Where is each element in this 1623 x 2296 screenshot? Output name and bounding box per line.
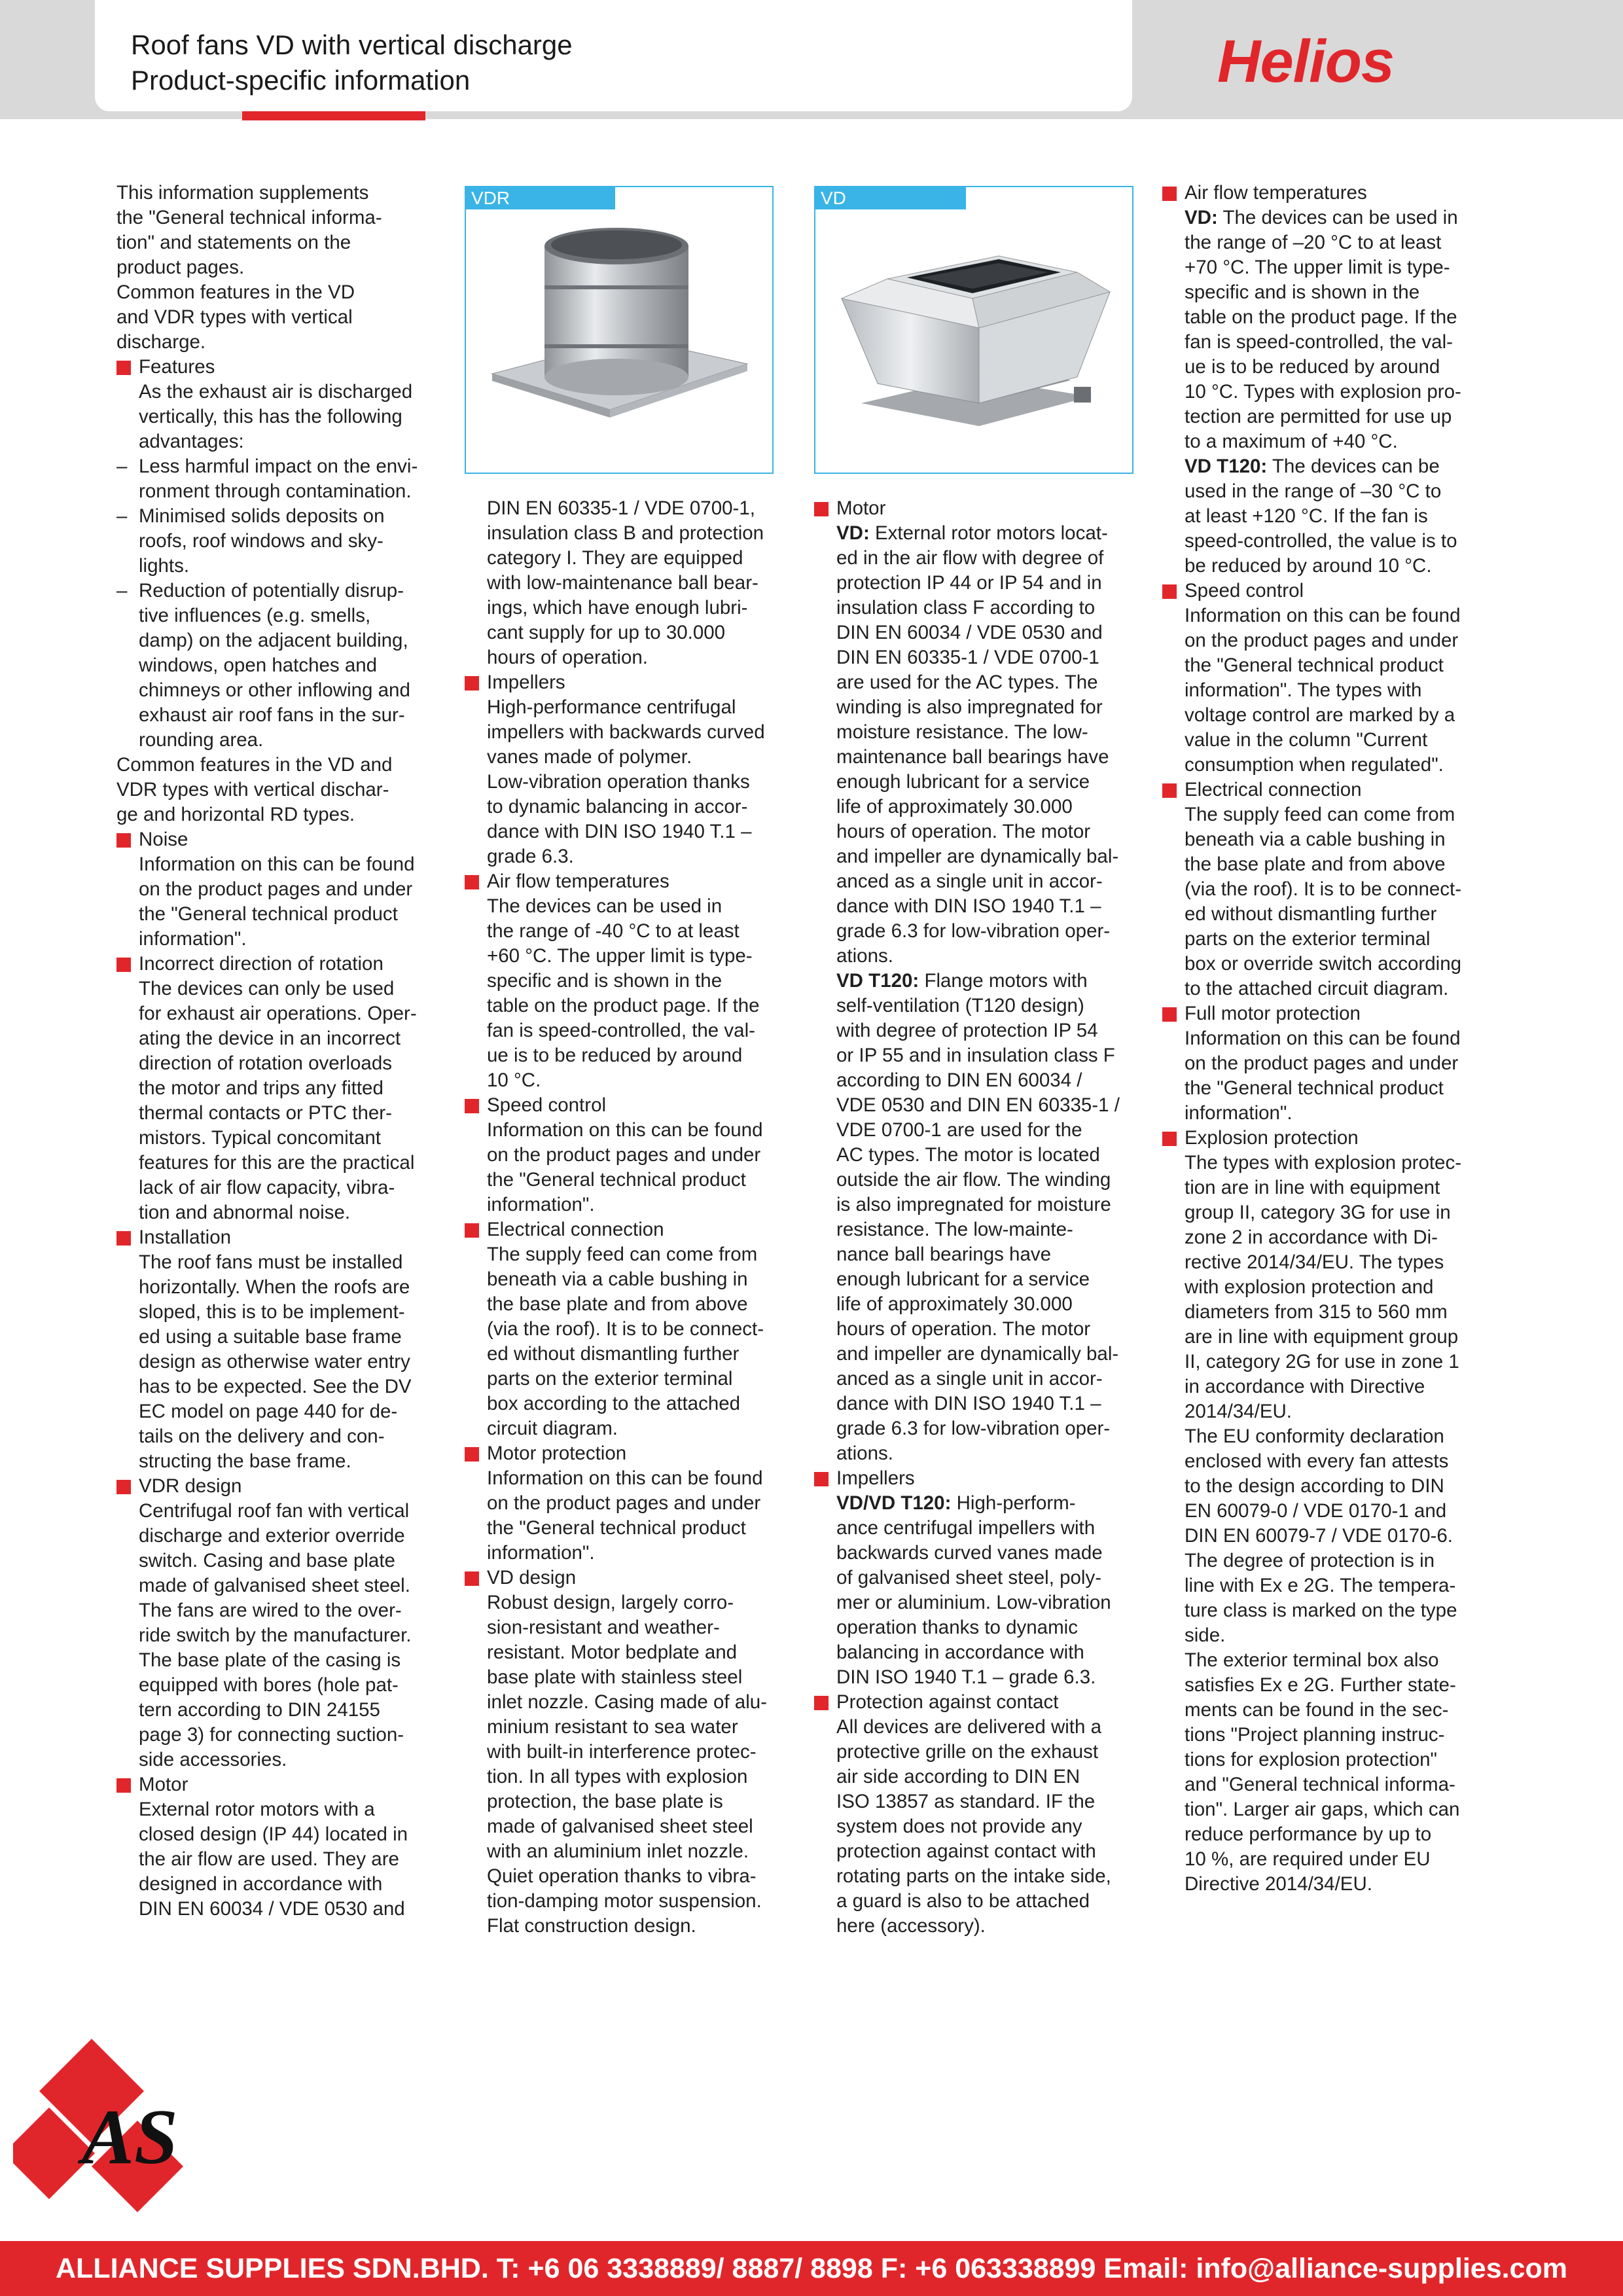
common-features-intro: Common features in the VD and VDR types with vertical discharge. xyxy=(116,281,355,353)
vd-image-tag: VD xyxy=(815,187,966,209)
list-item: – Minimised solids deposits on roofs, roof windows and sky- lights. xyxy=(116,505,385,577)
section-body-rotation: The devices can only be used for exhaust air operations. Oper- ating the device in an incorrect direction of rotation overloads the motor and trips any fitted thermal contacts or PTC ther- mistors. Typical concomitant features for this are the practical lack of air flow capacity, vibra- tion and abnormal noise. xyxy=(139,978,417,1223)
section-heading-speed-control: Speed control xyxy=(465,1093,792,1118)
section-body-vd-design: Robust design, largely corro- sion-resistant and weather- resistant. Motor bedplate and base plate with stainless steel inlet nozzle. Casing made of alu- minium resistant to sea water with built-in interference protec- tion. In all types with explosion protection, the base plate is made of galvanised sheet steel with an aluminium inlet nozzle. Quiet operation thanks to vibra- tion-damping motor suspension. Flat construction design. xyxy=(487,1592,767,1937)
section-body-full-motor-protection: Information on this can be found on the product pages and under the "General technical product information". xyxy=(1185,1028,1461,1124)
column-3 xyxy=(814,496,1141,1939)
section-heading-impellers-vd: Impellers xyxy=(814,1466,1141,1491)
section-body-air-flow-t120: VD T120: The devices can be used in the range of –30 °C to at least +120 °C. If the fan is speed-controlled, the value is to be reduced by around 10 °C. xyxy=(1185,456,1457,577)
section-body-motor-t120: VD T120: Flange motors with self-ventilation (T120 design) with degree of protection IP 54 or IP 55 and in insulation class F according to DIN EN 60034 / VDE 0530 and DIN EN 60335-1 / VDE 0700-1 are used for the AC types. The motor is located outside the air flow. The winding is also impregnated for moisture resistance. The low-mainte- nance ball bearings have enough lubricant for a service life of approximately 30.000 hours of operation. The motor and impeller are dynamically bal- anced as a single unit in accor- dance with DIN ISO 1940 T.1 – grade 6.3 for low-vibration oper- ations. xyxy=(836,970,1120,1464)
section-body-noise: Information on this can be found on the product pages and under the "General technical product information". xyxy=(139,853,415,950)
section-heading-electrical: Electrical connection xyxy=(465,1217,792,1242)
section-body-electrical-vd: The supply feed can come from beneath via a cable bushing in the base plate and from above (via the roof). It is to be connect- ed without dismantling further parts on the exterior terminal box or override switch according to the attached circuit diagram. xyxy=(1185,804,1462,999)
section-heading-contact-protection: Protection against contact xyxy=(814,1690,1141,1715)
vdr-product-image xyxy=(465,186,774,474)
vdr-image-tag: VDR xyxy=(466,187,615,209)
section-heading-installation: Installation xyxy=(116,1225,444,1250)
section-body-motor-protection: Information on this can be found on the product pages and under the "General technical product information". xyxy=(487,1467,763,1564)
section-body-contact-protection: All devices are delivered with a protective grille on the exhaust air side according to DIN EN ISO 13857 as standard. IF the system does not provide any protection against contact with rotating parts on the intake side, a guard is also to be attached here (accessory). xyxy=(836,1716,1111,1937)
section-body-explosion-protection: The types with explosion protec- tion are in line with equipment group II, category 3G for use in zone 2 in accordance with Di- rective 2014/34/EU. The types with explosion protection and diameters from 315 to 560 mm are in line with equipment group II, category 2G for use in zone 1 in accordance with Directive 2014/34/EU. The EU conformity declaration enclosed with every fan attests to the design according to DIN EN 60079-0 / VDE 0170-1 and DIN EN 60079-7 / VDE 0170-6. The degree of protection is in line with Ex e 2G. The tempera- ture class is marked on the type side. The exterior terminal box also satisfies Ex e 2G. Further state- ments can be found in the sec- tions "Project planning instruc- tions for explosion protection" and "General technical informa- tion". Larger air gaps, which can reduce performance by up to 10 %, are required under EU Directive 2014/34/EU. xyxy=(1185,1152,1462,1895)
logo-letters: AS xyxy=(82,2093,178,2180)
section-body-speed-control: Information on this can be found on the product pages and under the "General technical product information". xyxy=(487,1119,763,1215)
vd-product-image xyxy=(814,186,1133,474)
common-features-intro-2: Common features in the VD and VDR types with vertical dischar- ge and horizontal RD types. xyxy=(116,754,393,825)
section-heading-rotation: Incorrect direction of rotation xyxy=(116,952,444,977)
section-heading-motor-vd: Motor xyxy=(814,496,1141,521)
header-accent-bar xyxy=(242,111,425,120)
vdr-fan-illustration xyxy=(466,187,772,473)
section-body-speed-control-vd: Information on this can be found on the product pages and under the "General technical product information". The types with voltage control are marked by a value in the column "Current consumption when regulated". xyxy=(1185,605,1461,776)
section-heading-motor-protection: Motor protection xyxy=(465,1441,792,1466)
vd-fan-illustration xyxy=(815,187,1132,473)
title-line-1: Roof fans VD with vertical discharge xyxy=(131,29,573,60)
section-body-air-flow-vd: VD: The devices can be used in the range of –20 °C to at least +70 °C. The upper limit is type- specific and is shown in the table on the product page. If the fan is speed-controlled, the val- ue is to be reduced by around 10 °C. Types with explosion pro- tection are permitted for use up to a maximum of +40 °C. xyxy=(1185,207,1461,452)
section-heading-vdr-design: VDR design xyxy=(116,1474,444,1499)
section-body-motor: External rotor motors with a closed design (IP 44) located in the air flow are used. They are designed in accordance with DIN EN 60034 / VDE 0530 and xyxy=(139,1799,408,1920)
section-body-electrical: The supply feed can come from beneath via a cable bushing in the base plate and from above (via the roof). It is to be connect- ed without dismantling further parts on the exterior terminal box according to the attached circuit diagram. xyxy=(487,1244,764,1439)
section-heading-full-motor-protection: Full motor protection xyxy=(1162,1001,1489,1026)
column-4 xyxy=(1162,181,1489,1897)
list-item: – Reduction of potentially disrup- tive influences (e.g. smells, damp) on the adjacent building, windows, open hatches and chimneys or other inflowing and exhaust air roof fans in the sur- rounding area. xyxy=(116,580,410,751)
motor-continued: DIN EN 60335-1 / VDE 0700-1, insulation class B and protection category I. They are equipped with low-maintenance ball bear- ings, which have enough lubri- cant supply for up to 30.000 hours of operation. xyxy=(487,497,764,668)
section-body-installation: The roof fans must be installed horizontally. When the roofs are sloped, this is to be implement- ed using a suitable base frame design as otherwise water entry has to be expected. See the DV EC model on page 440 for de- tails on the delivery and con- structing the base frame. xyxy=(139,1251,412,1472)
intro-paragraph: This information supplements the "General technical informa- tion" and statements on the product pages. xyxy=(116,182,382,278)
section-heading-electrical-vd: Electrical connection xyxy=(1162,778,1489,802)
brand-logo: Helios xyxy=(1217,28,1395,95)
footer-contact-bar: ALLIANCE SUPPLIES SDN.BHD. T: +6 06 3338889/ 8887/ 8898 F: +6 063338899 Email: info@alliance-supplies.com xyxy=(0,2241,1623,2296)
column-1 xyxy=(116,181,444,1922)
section-heading-motor: Motor xyxy=(116,1772,444,1797)
section-heading-explosion-protection: Explosion protection xyxy=(1162,1126,1489,1151)
title-line-2: Product-specific information xyxy=(131,65,471,96)
section-heading-air-flow: Air flow temperatures xyxy=(465,869,792,894)
page-title xyxy=(131,27,573,98)
section-body-features: As the exhaust air is discharged vertically, this has the following advantages: xyxy=(139,381,413,452)
section-body-motor-vd: VD: External rotor motors locat- ed in the air flow with degree of protection IP 44 or IP 54 and in insulation class F according to DIN EN 60034 / VDE 0530 and DIN EN 60335-1 / VDE 0700-1 are used for the AC types. The winding is also impregnated for moisture resistance. The low- maintenance ball bearings have enough lubricant for a service life of approximately 30.000 hours of operation. The motor and impeller are dynamically bal- anced as a single unit in accor- dance with DIN ISO 1940 T.1 – grade 6.3 for low-vibration oper- ations. xyxy=(836,522,1119,967)
section-heading-air-flow-vd: Air flow temperatures xyxy=(1162,181,1489,206)
section-heading-features: Features xyxy=(116,355,444,380)
section-heading-vd-design: VD design xyxy=(465,1566,792,1590)
section-body-impellers: High-performance centrifugal impellers with backwards curved vanes made of polymer. Low-vibration operation thanks to dynamic balancing in accor- dance with DIN ISO 1940 T.1 – grade 6.3. xyxy=(487,696,765,867)
section-body-air-flow: The devices can be used in the range of -40 °C to at least +60 °C. The upper limit is type- specific and is shown in the table on the product page. If the fan is speed-controlled, the val- ue is to be reduced by around 10 °C. xyxy=(487,895,760,1091)
column-2 xyxy=(465,496,792,1939)
section-body-impellers-vd: VD/VD T120: High-perform- ance centrifugal impellers with backwards curved vanes made of galvanised sheet steel, poly- mer or aluminium. Low-vibration operation thanks to dynamic balancing in accordance with DIN ISO 1940 T.1 – grade 6.3. xyxy=(836,1492,1111,1688)
section-heading-impellers: Impellers xyxy=(465,670,792,695)
list-item: – Less harmful impact on the envi- ronment through contamination. xyxy=(116,456,418,502)
alliance-supplies-logo xyxy=(13,2029,249,2225)
section-body-vdr-design: Centrifugal roof fan with vertical discharge and exterior override switch. Casing and base plate made of galvanised sheet steel. The fans are wired to the over- ride switch by the manufacturer. The base plate of the casing is equipped with bores (hole pat- tern according to DIN 24155 page 3) for connecting suction- side accessories. xyxy=(139,1500,412,1770)
section-heading-speed-control-vd: Speed control xyxy=(1162,579,1489,603)
section-heading-noise: Noise xyxy=(116,827,444,852)
